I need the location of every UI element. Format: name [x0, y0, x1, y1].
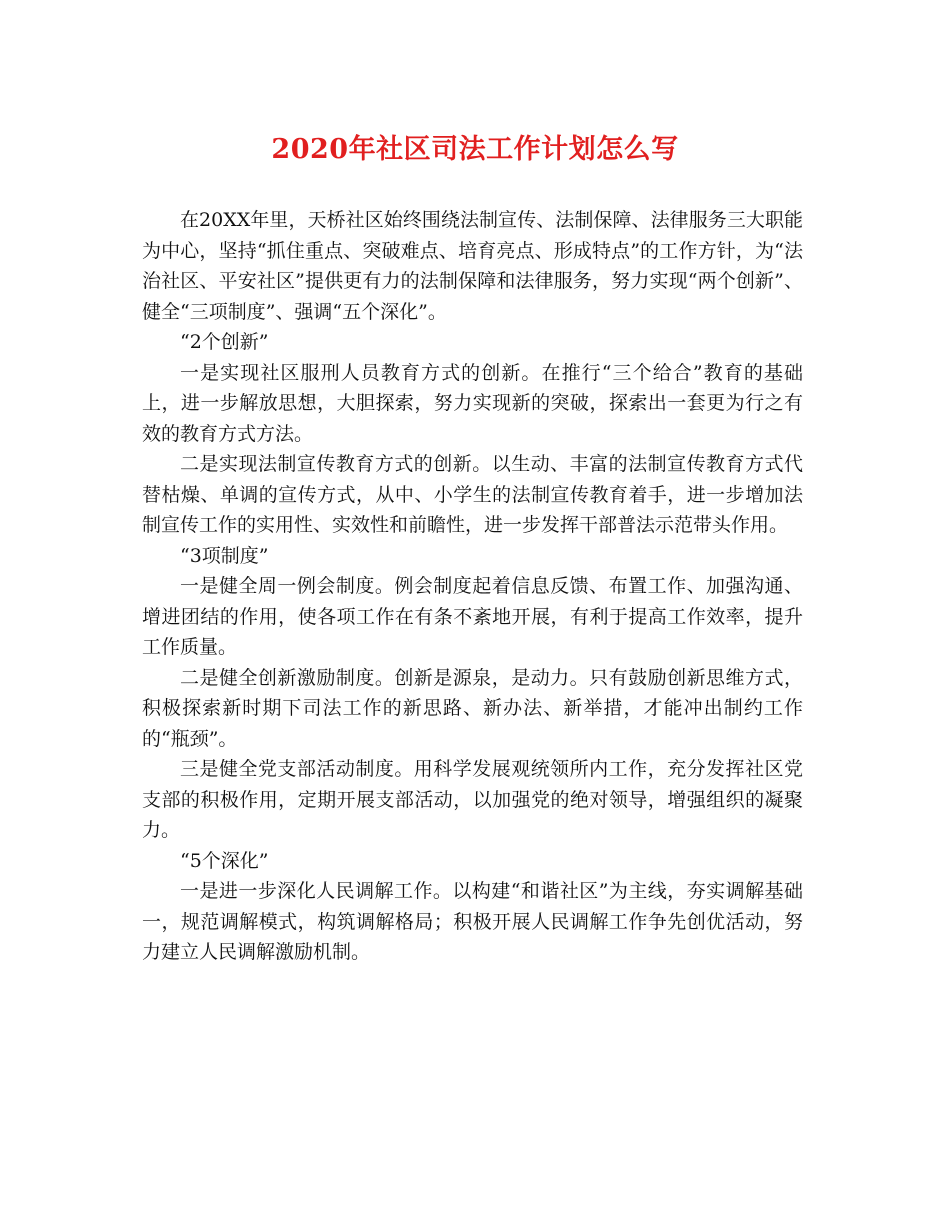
- paragraph-innovation-1: 一是实现社区服刑人员教育方式的创新。在推行“三个给合”教育的基础上，进一步解放思想，大胆探索，努力实现新的突破，探索出一套更为行之有效的教育方式方法。: [142, 361, 803, 445]
- section-heading-innovations: “2个创新”: [180, 331, 269, 353]
- paragraph-system-3: 三是健全党支部活动制度。用科学发展观统领所内工作，充分发挥社区党支部的积极作用，定期开展支部活动，以加强党的绝对领导，增强组织的凝聚力。: [142, 758, 803, 841]
- paragraph-system-2: 二是健全创新激励制度。创新是源泉，是动力。只有鼓励创新思维方式，积极探索新时期下司法工作的新思路、新办法、新举措，才能冲出制约工作的“瓶颈”。: [142, 666, 803, 750]
- section-heading-systems: “3项制度”: [180, 544, 269, 567]
- paragraph-intro: 在20XX年里，天桥社区始终围绕法制宣传、法制保障、法律服务三大职能为中心，坚持“抓住重点、突破难点、培育亮点、形成特点”的工作方针，为“法治社区、平安社区”提供更有力的法制保障和法律服务，努力实现“两个创新”、健全“三项制度”、强调“五个深化”。: [142, 209, 803, 323]
- document-body: [142, 205, 803, 968]
- paragraph-system-1: 一是健全周一例会制度。例会制度起着信息反馈、布置工作、加强沟通、增进团结的作用，使各项工作在有条不紊地开展，有利于提高工作效率，提升工作质量。: [142, 575, 803, 658]
- document-title: 2020年社区司法工作计划怎么写: [271, 134, 679, 165]
- section-heading-deepening: “5个深化”: [180, 849, 269, 872]
- paragraph-deepening-1: 一是进一步深化人民调解工作。以构建“和谐社区”为主线，夯实调解基础一，规范调解模式，构筑调解格局；积极开展人民调解工作争先创优活动，努力建立人民调解激励机制。: [142, 880, 803, 963]
- paragraph-innovation-2: 二是实现法制宣传教育方式的创新。以生动、丰富的法制宣传教育方式代替枯燥、单调的宣传方式，从中、小学生的法制宣传教育着手，进一步增加法制宣传工作的实用性、实效性和前瞻性，进一步发挥干部普法示范带头作用。: [142, 453, 803, 536]
